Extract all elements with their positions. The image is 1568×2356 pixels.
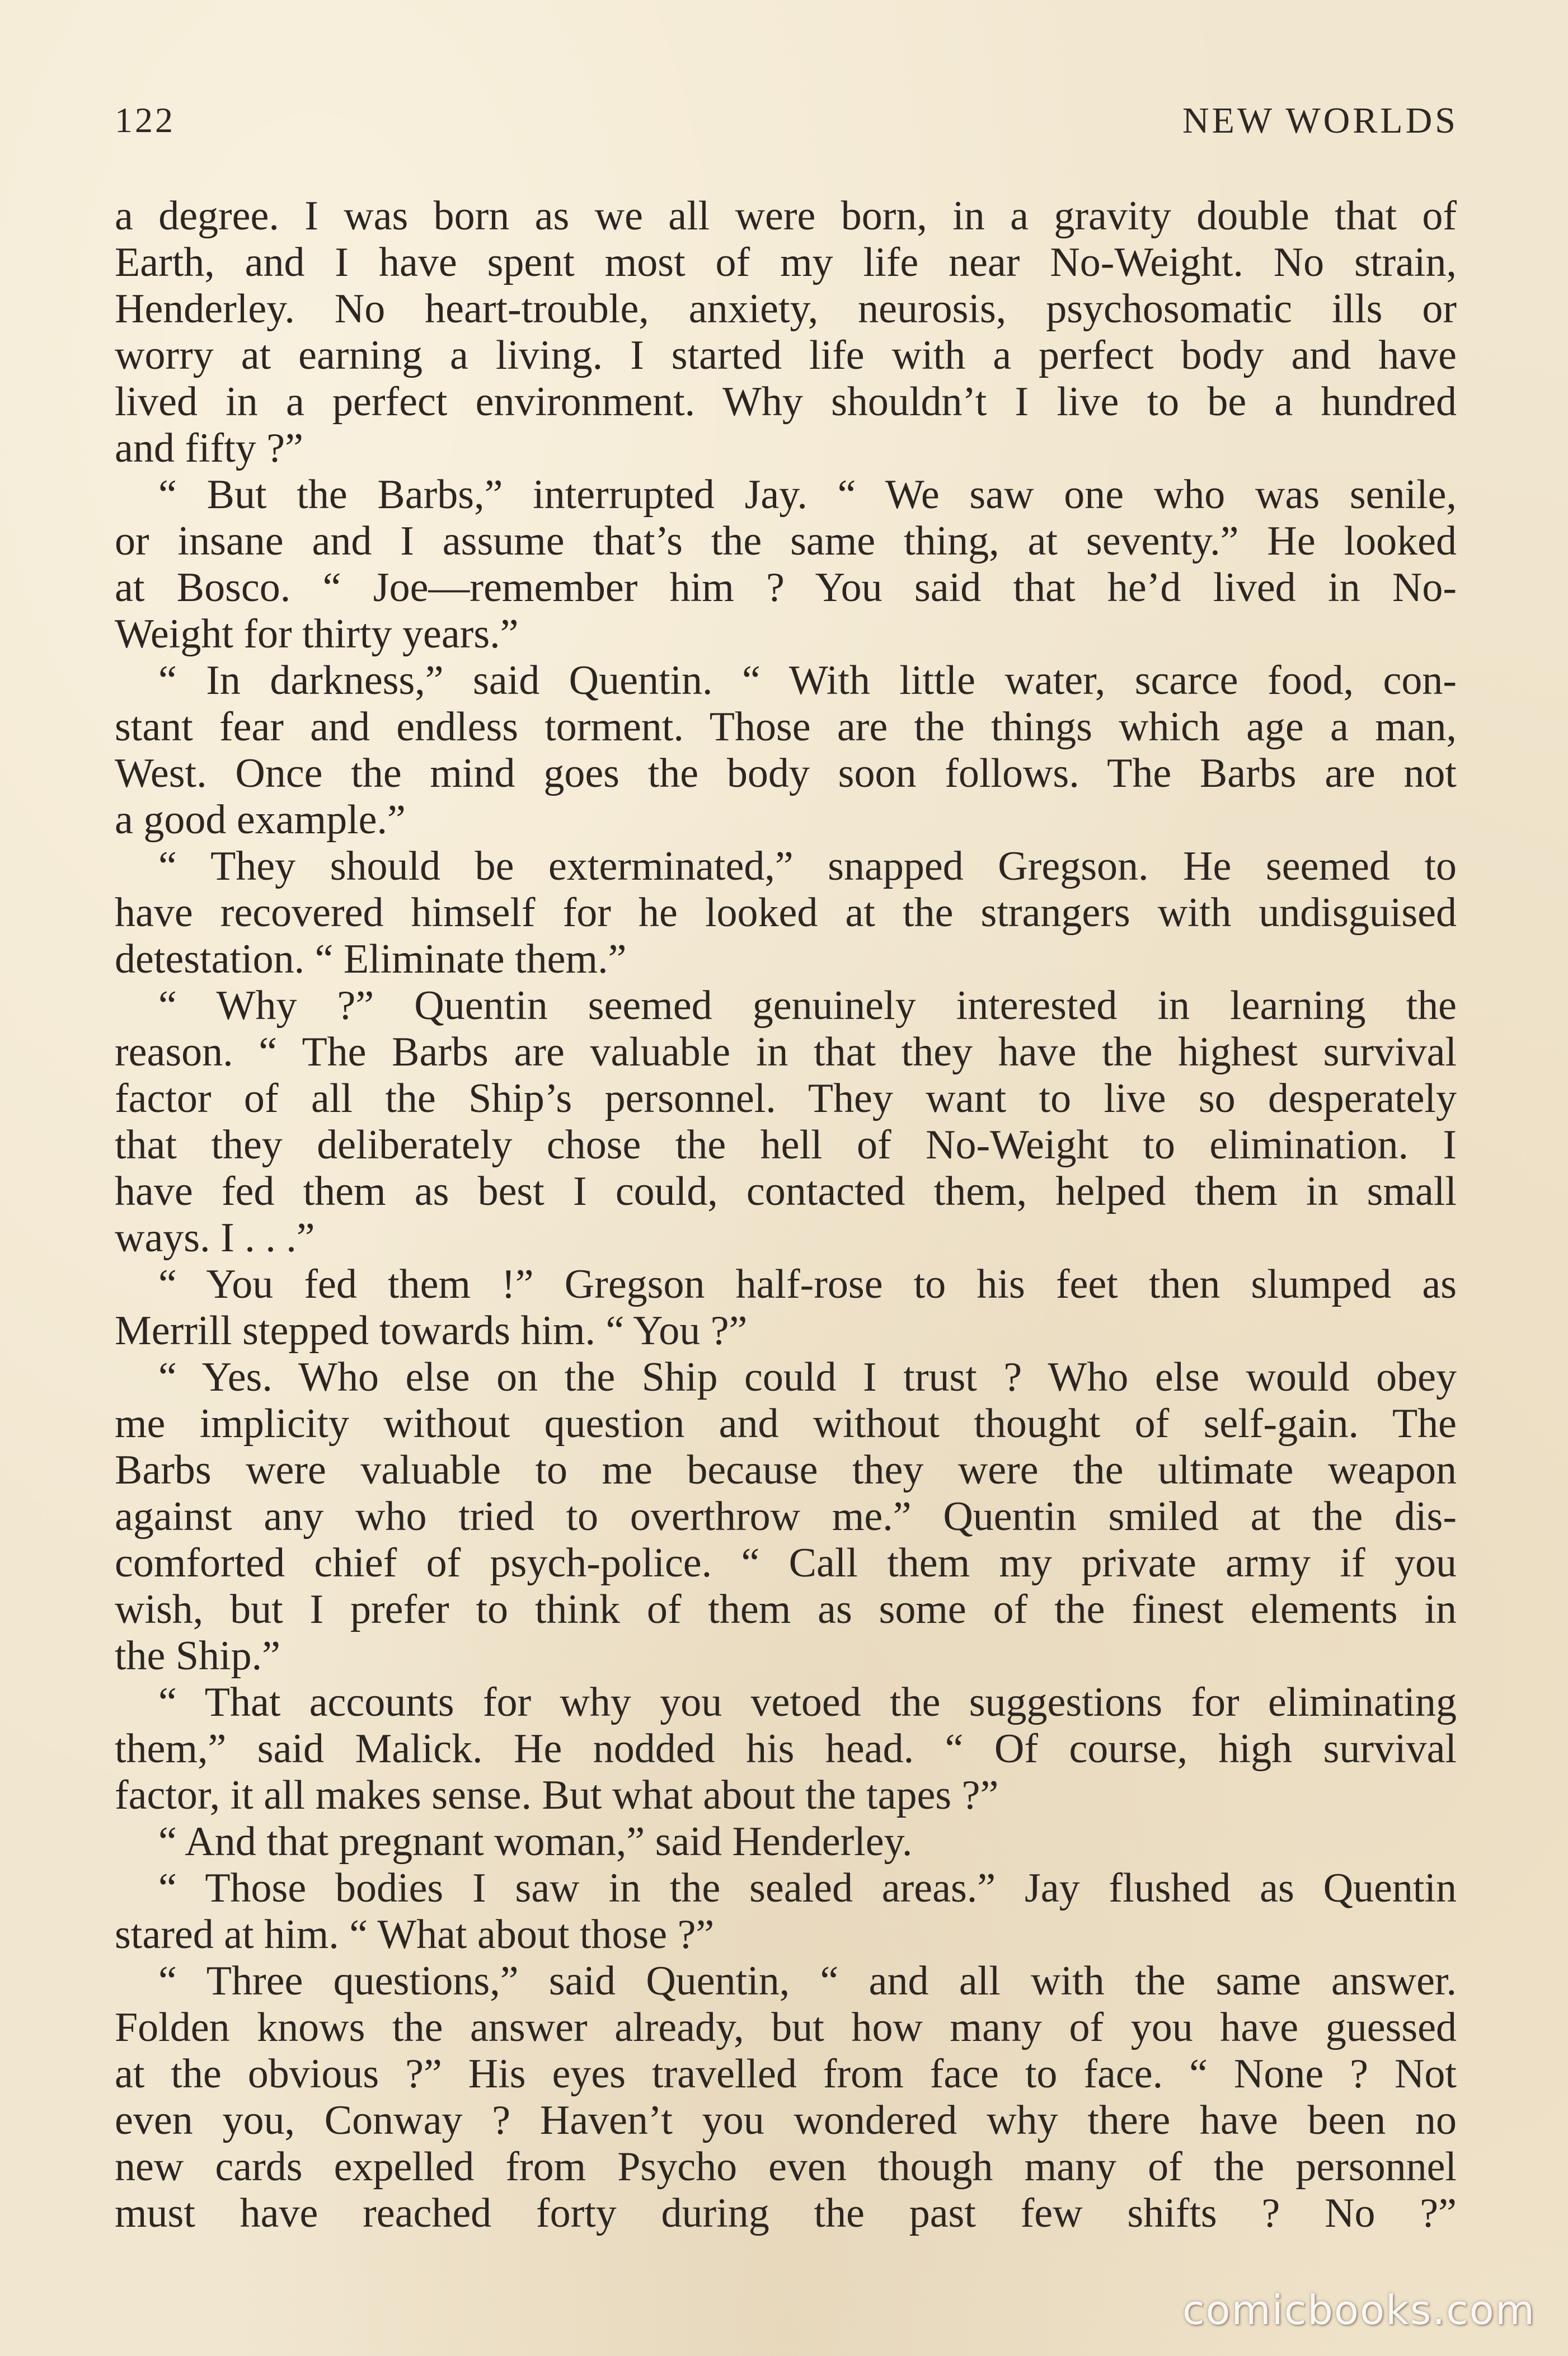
text-line: “ But the Barbs,” interrupted Jay. “ We saw one who was senile, xyxy=(158,472,1457,518)
text-line: ways. I . . .” xyxy=(115,1215,315,1261)
text-line: stared at him. “ What about those ?” xyxy=(115,1912,715,1958)
text-line: comforted chief of psych-police. “ Call them my private army if you xyxy=(115,1540,1457,1586)
text-line: “ In darkness,” said Quentin. “ With little water, scarce food, con- xyxy=(158,658,1457,703)
text-line: factor of all the Ship’s personnel. They want to live so desperately xyxy=(115,1076,1457,1121)
text-line: at Bosco. “ Joe—remember him ? You said that he’d lived in No- xyxy=(115,565,1457,611)
text-line: Merrill stepped towards him. “ You ?” xyxy=(115,1308,748,1354)
text-line: against any who tried to overthrow me.” Quentin smiled at the dis- xyxy=(115,1494,1457,1540)
text-line: “ You fed them !” Gregson half-rose to his feet then slumped as xyxy=(158,1261,1457,1307)
text-line: and fifty ?” xyxy=(115,425,303,471)
text-line: must have reached forty during the past few shifts ? No ?” xyxy=(115,2190,1457,2236)
text-line: even you, Conway ? Haven’t you wondered why there have been no xyxy=(115,2097,1457,2143)
watermark: comicbooks.com xyxy=(1182,2287,1536,2334)
text-line: new cards expelled from Psycho even though many of the personnel xyxy=(115,2144,1457,2190)
text-line: or insane and I assume that’s the same thing, at seventy.” He looked xyxy=(115,518,1457,564)
running-head: NEW WORLDS xyxy=(1182,100,1458,141)
text-line: wish, but I prefer to think of them as some of the finest elements in xyxy=(115,1587,1457,1632)
text-line: lived in a perfect environment. Why shouldn’t I live to be a hundred xyxy=(115,379,1457,425)
text-line: “ Three questions,” said Quentin, “ and all with the same answer. xyxy=(158,1958,1457,2004)
page-header xyxy=(115,100,1458,156)
text-line: stant fear and endless torment. Those are the things which age a man, xyxy=(115,704,1457,750)
text-line: them,” said Malick. He nodded his head. “ Of course, high survival xyxy=(115,1726,1457,1772)
text-line: Barbs were valuable to me because they were the ultimate weapon xyxy=(115,1447,1457,1493)
text-line: “ Why ?” Quentin seemed genuinely interested in learning the xyxy=(158,983,1457,1029)
text-line: “ And that pregnant woman,” said Henderley. xyxy=(158,1819,913,1865)
text-line: at the obvious ?” His eyes travelled from face to face. “ None ? Not xyxy=(115,2051,1457,2097)
text-line: Folden knows the answer already, but how many of you have guessed xyxy=(115,2005,1457,2050)
text-line: Weight for thirty years.” xyxy=(115,611,519,657)
text-line: factor, it all makes sense. But what about the tapes ?” xyxy=(115,1772,999,1818)
page-number: 122 xyxy=(115,100,175,140)
text-line: worry at earning a living. I started life with a perfect body and have xyxy=(115,332,1457,378)
text-line: reason. “ The Barbs are valuable in that they have the highest survival xyxy=(115,1029,1457,1075)
text-line: Earth, and I have spent most of my life near No-Weight. No strain, xyxy=(115,240,1457,285)
text-line: West. Once the mind goes the body soon follows. The Barbs are not xyxy=(115,750,1457,796)
text-line: “ They should be exterminated,” snapped Gregson. He seemed to xyxy=(158,843,1457,889)
text-line: detestation. “ Eliminate them.” xyxy=(115,936,627,982)
text-line: me implicity without question and without thought of self-gain. The xyxy=(115,1401,1457,1447)
text-line: “ Those bodies I saw in the sealed areas.” Jay flushed as Quentin xyxy=(158,1865,1457,1911)
text-line: “ That accounts for why you vetoed the suggestions for eliminating xyxy=(158,1679,1457,1725)
text-line: have fed them as best I could, contacted them, helped them in small xyxy=(115,1168,1457,1214)
body-text xyxy=(115,193,1457,2237)
text-line: Henderley. No heart-trouble, anxiety, neurosis, psychosomatic ills or xyxy=(115,286,1457,332)
text-line: the Ship.” xyxy=(115,1633,280,1679)
text-line: a good example.” xyxy=(115,797,406,843)
text-line: have recovered himself for he looked at the strangers with undisguised xyxy=(115,890,1457,936)
text-line: that they deliberately chose the hell of No-Weight to elimination. I xyxy=(115,1122,1457,1168)
text-line: a degree. I was born as we all were born, in a gravity double that of xyxy=(115,193,1457,239)
text-line: “ Yes. Who else on the Ship could I trust ? Who else would obey xyxy=(158,1354,1457,1400)
